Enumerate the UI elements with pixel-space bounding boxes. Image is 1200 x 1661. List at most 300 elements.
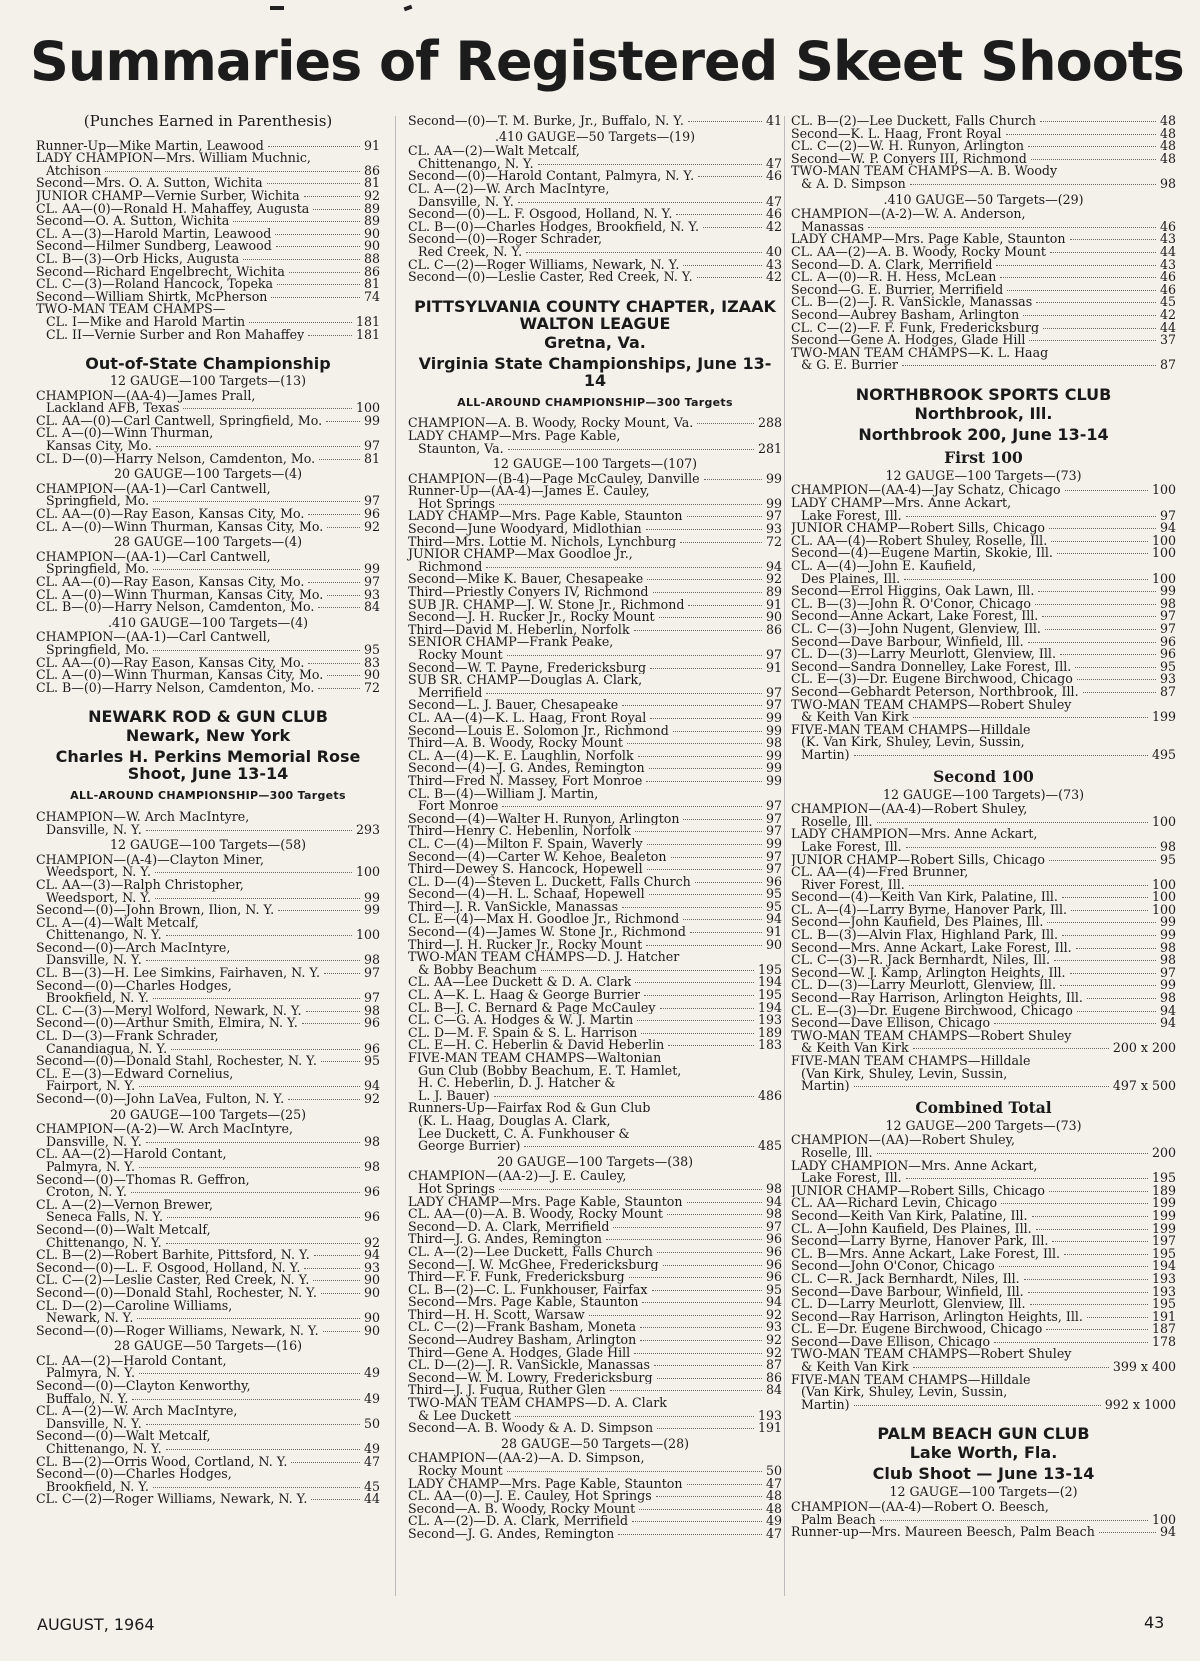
dot-leader xyxy=(146,1424,360,1425)
result-score: 92 xyxy=(363,1091,380,1106)
dot-leader xyxy=(683,265,762,266)
dot-leader xyxy=(131,1192,360,1193)
dot-leader xyxy=(913,1048,1109,1049)
result-score: 195 xyxy=(757,961,782,977)
result-label: CL. A—K. L. Haag & George Burrier xyxy=(408,989,641,1002)
result-score: 97 xyxy=(765,823,782,839)
result-line xyxy=(791,507,1176,523)
text-line: CL. A—(2)—W. Arch MacIntyre, xyxy=(36,1403,238,1419)
text-line: TWO-MAN TEAM CHAMPS—A. B. Woody xyxy=(791,163,1058,179)
dot-leader xyxy=(629,1277,762,1278)
result-line xyxy=(36,992,380,1005)
result-score: 86 xyxy=(765,621,782,637)
result-score: 89 xyxy=(363,200,380,216)
dot-leader xyxy=(137,1318,360,1319)
result-score: 92 xyxy=(765,1306,782,1322)
result-score: 99 xyxy=(765,835,782,851)
result-score: 90 xyxy=(363,238,380,254)
dot-leader xyxy=(635,982,754,983)
result-line xyxy=(36,1274,380,1287)
dot-leader xyxy=(183,408,352,409)
result-line xyxy=(36,601,380,614)
result-label: Weedsport, N. Y. xyxy=(46,866,151,879)
dot-leader xyxy=(155,872,352,873)
result-label: Newark, N. Y. xyxy=(46,1312,134,1325)
result-score: 96 xyxy=(363,1209,380,1225)
result-line xyxy=(791,1235,1176,1248)
text-line: SENIOR CHAMP—Frank Peake, xyxy=(408,634,614,650)
result-line xyxy=(36,563,380,576)
result-line xyxy=(408,495,782,511)
dot-leader xyxy=(687,1202,762,1203)
result-line xyxy=(791,1511,1176,1527)
dot-leader xyxy=(647,869,762,870)
result-line xyxy=(408,926,782,939)
result-score: 44 xyxy=(1159,319,1176,335)
result-score: 99 xyxy=(765,709,782,725)
result-label: Second—G. E. Burrier, Merrifield xyxy=(791,283,1004,297)
result-label: Second—(0)—John Brown, Ilion, N. Y. xyxy=(36,904,275,917)
result-score: 91 xyxy=(765,924,782,940)
result-score: 47 xyxy=(765,193,782,209)
result-line xyxy=(408,1281,782,1297)
dot-leader xyxy=(683,919,762,920)
result-line xyxy=(36,508,380,521)
result-line xyxy=(36,518,380,534)
result-label: Croton, N. Y. xyxy=(46,1186,127,1199)
gauge-heading: 28 GAUGE—50 Targets—(28) xyxy=(500,1435,690,1451)
club-heading: NORTHBROOK SPORTS CLUB xyxy=(855,384,1112,404)
section-heading: Combined Total xyxy=(915,1097,1052,1117)
dot-leader xyxy=(646,945,762,946)
result-score: 96 xyxy=(1159,633,1176,649)
result-label: CL. B—(3)—H. Lee Simkins, Fairhaven, N. Y. xyxy=(36,967,321,980)
result-line xyxy=(36,225,380,241)
result-label: Second—D. A. Clark, Merrifield xyxy=(408,1220,610,1234)
gauge-heading: 12 GAUGE—100 Targets—(13) xyxy=(109,373,307,389)
result-score: 84 xyxy=(363,599,380,615)
result-line xyxy=(791,623,1176,636)
dot-leader xyxy=(538,164,762,165)
all-around-heading: ALL-AROUND CHAMPIONSHIP—300 Targets xyxy=(457,395,733,409)
text-line: Second—(0)—Clayton Kenworthy, xyxy=(36,1378,251,1394)
result-label: Second—(0)—Donald Stahl, Rochester, N. Y. xyxy=(36,1286,317,1300)
result-score: 97 xyxy=(363,493,380,509)
result-line xyxy=(36,679,380,695)
dot-leader xyxy=(507,655,762,656)
result-line xyxy=(791,1526,1176,1539)
result-score: 194 xyxy=(757,999,782,1015)
result-label: Springfield, Mo. xyxy=(46,643,150,657)
result-score: 97 xyxy=(765,798,782,814)
result-label: Second—Hilmer Sundberg, Leawood xyxy=(36,240,272,253)
result-label: CL. AA—(0)—A. B. Woody, Rocky Mount xyxy=(408,1208,663,1221)
result-score: 47 xyxy=(363,1453,380,1469)
result-label: Third—Mrs. Lottie M. Nichols, Lynchburg xyxy=(408,535,677,549)
result-score: 95 xyxy=(363,1053,380,1069)
dot-leader xyxy=(1049,528,1156,529)
dot-leader xyxy=(646,781,762,782)
result-score: 195 xyxy=(1151,1296,1176,1312)
result-label: CL. B—(2)—Lee Duckett, Falls Church xyxy=(791,115,1036,128)
result-line xyxy=(791,891,1176,904)
result-line xyxy=(36,669,380,682)
result-score: 199 xyxy=(1151,709,1176,725)
dot-leader xyxy=(690,932,762,933)
dot-leader xyxy=(267,183,360,184)
result-label: Second—D. A. Clark, Merrifield xyxy=(791,258,993,272)
result-line xyxy=(791,838,1176,854)
dot-leader xyxy=(1024,1279,1148,1280)
dot-leader xyxy=(622,907,762,908)
result-label: Second—W. J. Kamp, Arlington Heights, Ill. xyxy=(791,966,1066,980)
result-label: Second—J. W. McGhee, Fredericksburg xyxy=(408,1258,659,1272)
result-label: Second—June Woodyard, Midlothian xyxy=(408,523,642,536)
result-label: CL. B—(3)—Alvin Flax, Highland Park, Ill. xyxy=(791,929,1059,942)
result-label: & Lee Duckett xyxy=(418,1409,511,1423)
result-label: CL. AA—Richard Levin, Chicago xyxy=(791,1197,998,1210)
result-label: CL. B—(0)—Harry Nelson, Camdenton, Mo. xyxy=(36,681,315,695)
result-score: 97 xyxy=(1159,507,1176,523)
result-label: Second—Ray Harrison, Arlington Heights, Ill. xyxy=(791,1310,1083,1324)
text-line: H. C. Heberlin, D. J. Hatcher & xyxy=(418,1075,616,1091)
result-score: 94 xyxy=(363,1078,380,1094)
result-line xyxy=(36,641,380,657)
dot-leader xyxy=(703,227,762,228)
result-line xyxy=(36,1478,380,1494)
result-label: Second—Gebhardt Peterson, Northbrook, Ill. xyxy=(791,685,1079,699)
result-line xyxy=(408,825,782,838)
result-label: CL. C—(4)—Milton F. Spain, Waverly xyxy=(408,837,643,851)
result-score: 200 xyxy=(1151,1144,1176,1160)
section-heading: Second 100 xyxy=(933,766,1034,786)
dot-leader xyxy=(289,272,360,273)
result-label: CL. C—(2)—Roger Williams, Newark, N. Y. xyxy=(408,258,680,272)
result-score: 191 xyxy=(1151,1308,1176,1324)
result-line xyxy=(36,177,380,190)
result-score: 97 xyxy=(1159,964,1176,980)
result-score: 99 xyxy=(765,772,782,788)
result-score: 195 xyxy=(1151,1245,1176,1261)
result-line xyxy=(408,1180,782,1196)
result-score: 100 xyxy=(1151,1511,1176,1527)
result-score: 187 xyxy=(1151,1321,1176,1337)
result-line xyxy=(36,1312,380,1325)
dot-leader xyxy=(499,1189,762,1190)
result-label: CL. C—(2)—W. H. Runyon, Arlington xyxy=(791,140,1025,153)
result-line xyxy=(408,193,782,209)
dot-leader xyxy=(139,1373,360,1374)
result-line xyxy=(408,1334,782,1347)
result-label: Second—(4)—J. G. Andes, Remington xyxy=(408,762,645,775)
result-label: CL. A—(4)—K. E. Laughlin, Norfolk xyxy=(408,749,634,763)
result-score: 49 xyxy=(363,1390,380,1406)
result-score: 95 xyxy=(765,1281,782,1297)
text-line: Runners-Up—Fairfax Rod & Gun Club xyxy=(408,1100,651,1116)
result-label: Red Creek, N. Y. xyxy=(418,245,523,259)
result-line xyxy=(408,1271,782,1284)
result-label: Third—J. H. Rucker Jr., Rocky Mount xyxy=(408,938,643,952)
result-label: Palmyra, N. Y. xyxy=(46,1367,135,1381)
result-score: 178 xyxy=(1151,1333,1176,1349)
result-score: 100 xyxy=(1151,813,1176,829)
result-label: CL. C—(2)—Leslie Caster, Red Creek, N. Y. xyxy=(36,1274,310,1287)
dot-leader xyxy=(327,595,360,596)
result-label: Manassas xyxy=(801,220,864,234)
text-line: TWO-MAN TEAM CHAMPS—D. A. Clark xyxy=(408,1395,667,1411)
text-line: CL. AA—(4)—Fred Brunner, xyxy=(791,864,969,880)
result-line xyxy=(36,215,380,228)
text-line: CL. A—(4)—Walt Metcalf, xyxy=(36,914,199,930)
result-score: 99 xyxy=(363,561,380,577)
result-label: Second—(0)—John LaVea, Fulton, N. Y. xyxy=(36,1093,285,1106)
dot-leader xyxy=(323,1331,360,1332)
result-score: 98 xyxy=(1159,595,1176,611)
gauge-heading: 12 GAUGE—200 Targets—(73) xyxy=(885,1117,1082,1133)
result-line xyxy=(408,709,782,725)
result-score: 90 xyxy=(765,936,782,952)
result-score: 87 xyxy=(1159,683,1176,699)
result-line xyxy=(791,1172,1176,1185)
result-label: Hot Springs xyxy=(418,1182,496,1196)
result-score: 41 xyxy=(765,113,782,128)
result-label: CL. AA—(0)—Ronald H. Mahaffey, Augusta xyxy=(36,202,310,216)
result-label: Martin) xyxy=(801,1080,850,1093)
result-label: Richmond xyxy=(418,560,483,574)
dot-leader xyxy=(306,1011,360,1012)
result-line xyxy=(791,125,1176,141)
result-label: CL. A—(2)—D. A. Clark, Merrifield xyxy=(408,1515,629,1528)
dot-leader xyxy=(1028,1292,1148,1293)
result-label: Second—O. A. Sutton, Wichita xyxy=(36,215,230,228)
result-line xyxy=(408,1208,782,1221)
result-label: Second—Audrey Basham, Arlington xyxy=(408,1334,637,1347)
result-line xyxy=(408,573,782,586)
dot-leader xyxy=(319,459,360,460)
result-label: CL. AA—(4)—Robert Shuley, Roselle, Ill. xyxy=(791,534,1048,548)
result-score: 189 xyxy=(1151,1182,1176,1198)
column-1 xyxy=(36,112,380,1507)
result-score: 81 xyxy=(363,175,380,191)
result-line xyxy=(791,271,1176,284)
result-line xyxy=(791,954,1176,967)
result-score: 46 xyxy=(1159,281,1176,297)
result-label: CL. A—(4)—Larry Byrne, Hanover Park, Ill. xyxy=(791,903,1067,917)
result-line xyxy=(36,313,380,329)
result-label: Second—Ray Harrison, Arlington Heights, Ill. xyxy=(791,992,1083,1005)
result-label: CL. A—(0)—Winn Thurman, Kansas City, Mo. xyxy=(36,588,324,602)
dot-leader xyxy=(880,1520,1148,1521)
text-line: Second—(0)—Charles Hodges, xyxy=(36,977,232,993)
dot-leader xyxy=(1046,1329,1148,1330)
dot-leader xyxy=(906,1178,1148,1179)
club-heading: NEWARK ROD & GUN CLUB xyxy=(88,707,328,727)
result-label: CHAMPION—A. B. Woody, Rocky Mount, Va. xyxy=(408,417,694,430)
result-line xyxy=(36,187,380,203)
result-label: River Forest, Ill. xyxy=(801,878,905,892)
result-label: Second—A. B. Woody & A. D. Simpson xyxy=(408,1422,654,1435)
result-line xyxy=(791,218,1176,234)
result-line xyxy=(36,250,380,266)
result-label: JUNIOR CHAMP—Vernie Surber, Wichita xyxy=(36,189,300,203)
dot-leader xyxy=(1071,910,1148,911)
club-heading: PITTSYLVANIA COUNTY CHAPTER, IZAAK WALTON LEAGUE xyxy=(414,296,776,333)
result-label: SUB JR. CHAMP—J. W. Stone Jr., Richmond xyxy=(408,598,685,612)
result-score: 94 xyxy=(765,1294,782,1310)
result-label: Second—Larry Byrne, Hanover Park, Ill. xyxy=(791,1235,1049,1248)
result-score: 194 xyxy=(1151,1258,1176,1274)
result-label: Third—J. G. Andes, Remington xyxy=(408,1233,602,1246)
result-line xyxy=(36,1234,380,1250)
gauge-heading: 12 GAUGE—100 Targets—(107) xyxy=(492,456,698,472)
dot-leader xyxy=(486,693,762,694)
result-score: 98 xyxy=(765,1206,782,1222)
dot-leader xyxy=(327,527,360,528)
dot-leader xyxy=(646,529,762,530)
result-label: CL. A—(0)—Winn Thurman, Kansas City, Mo. xyxy=(36,520,324,534)
result-label: Second—Gene A. Hodges, Glade Hill xyxy=(791,334,1026,347)
result-score: 288 xyxy=(757,415,782,431)
result-score: 96 xyxy=(363,1040,380,1056)
result-line xyxy=(791,1207,1176,1223)
dot-leader xyxy=(1077,679,1156,680)
club-location: Northbrook, Ill. xyxy=(914,403,1053,423)
dot-leader xyxy=(507,1471,762,1472)
result-label: Third—H. H. Scott, Warsaw xyxy=(408,1308,585,1322)
result-line xyxy=(408,115,782,128)
result-label: Dansville, N. Y. xyxy=(418,195,514,209)
result-score: 96 xyxy=(765,1243,782,1259)
club-location: Gretna, Va. xyxy=(544,332,646,352)
result-label: CL. E—Dr. Eugene Birchwood, Chicago xyxy=(791,1323,1043,1336)
dot-leader xyxy=(1036,302,1156,303)
result-label: Second—(4)—Carter W. Kehoe, Bealeton xyxy=(408,850,667,864)
result-score: 74 xyxy=(363,288,380,304)
dot-leader xyxy=(146,960,360,961)
result-score: 181 xyxy=(355,326,380,342)
result-line xyxy=(408,243,782,259)
dot-leader xyxy=(657,1428,754,1429)
result-score: 495 xyxy=(1151,746,1176,762)
result-label: & Keith Van Kirk xyxy=(801,1361,909,1374)
result-line xyxy=(408,271,782,284)
dot-leader xyxy=(155,898,360,899)
column-divider xyxy=(395,116,396,1596)
dot-leader xyxy=(1062,935,1156,936)
dot-leader xyxy=(268,146,360,147)
dot-leader xyxy=(146,830,352,831)
dot-leader xyxy=(877,1153,1148,1154)
result-label: CL. B—(2)—Robert Barhite, Pittsford, N. Y. xyxy=(36,1249,310,1262)
result-label: Second—(4)—Walter H. Runyon, Arlington xyxy=(408,812,680,826)
result-label: JUNIOR CHAMP—Robert Sills, Chicago xyxy=(791,1184,1045,1198)
text-line: CL. A—(2)—Vernon Brewer, xyxy=(36,1196,213,1212)
result-label: LADY CHAMP—Mrs. Page Kable, Staunton xyxy=(791,233,1066,246)
result-line xyxy=(408,1296,782,1309)
result-score: 84 xyxy=(765,1382,782,1398)
result-score: 191 xyxy=(757,1420,782,1436)
section-heading: First 100 xyxy=(944,447,1023,467)
dot-leader xyxy=(1070,973,1156,974)
text-line: CHAMPION—(AA-2)—A. D. Simpson, xyxy=(408,1450,645,1466)
result-score: 49 xyxy=(363,1365,380,1381)
text-line: TWO-MAN TEAM CHAMPS—K. L. Haag xyxy=(791,344,1049,360)
result-line xyxy=(791,1283,1176,1299)
result-label: Lake Forest, Ill. xyxy=(801,509,902,523)
dot-leader xyxy=(649,768,762,769)
dot-leader xyxy=(146,1142,360,1143)
dot-leader xyxy=(877,822,1148,823)
result-line xyxy=(408,586,782,599)
dot-leader xyxy=(308,663,360,664)
result-score: 93 xyxy=(363,586,380,602)
text-line: (K. Van Kirk, Shuley, Levin, Sussin, xyxy=(801,734,1025,750)
result-label: CL. AA—Lee Duckett & D. A. Clark xyxy=(408,976,632,990)
dot-leader xyxy=(1043,328,1156,329)
event-heading: Northbrook 200, June 13-14 xyxy=(858,424,1109,444)
result-score: 95 xyxy=(1159,851,1176,867)
dot-leader xyxy=(153,501,360,502)
dot-leader xyxy=(1029,340,1156,341)
result-score: 94 xyxy=(363,1247,380,1263)
result-line xyxy=(36,326,380,342)
result-score: 100 xyxy=(1151,889,1176,905)
dot-leader xyxy=(854,1086,1109,1087)
gauge-heading: .410 GAUGE—50 Targets—(29) xyxy=(883,191,1084,207)
text-line: FIVE-MAN TEAM CHAMPS—Waltonian xyxy=(408,1050,662,1065)
gauge-heading: 12 GAUGE—100 Targets—(58) xyxy=(109,837,307,853)
result-label: Third—J. J. Fuqua, Ruther Glen xyxy=(408,1384,606,1398)
result-score: 48 xyxy=(765,1488,782,1504)
result-line xyxy=(408,1369,782,1385)
result-score: 97 xyxy=(765,1218,782,1234)
result-score: 93 xyxy=(363,1259,380,1275)
text-line: Runner-Up—(AA-4)—James E. Cauley, xyxy=(408,483,650,499)
gauge-heading: 20 GAUGE—100 Targets—(38) xyxy=(496,1153,694,1169)
result-line xyxy=(36,263,380,279)
result-score: 94 xyxy=(1159,1524,1176,1540)
dot-leader xyxy=(304,1268,360,1269)
result-label: CL. C—(2)—Frank Basham, Moneta xyxy=(408,1321,637,1335)
dot-leader xyxy=(308,335,352,336)
result-score: 99 xyxy=(363,412,380,428)
dot-leader xyxy=(676,214,762,215)
dot-leader xyxy=(637,1020,754,1021)
dot-leader xyxy=(868,227,1156,228)
result-label: Second—(4)—Keith Van Kirk, Palatine, Ill. xyxy=(791,891,1058,904)
dot-leader xyxy=(499,504,762,505)
result-score: 37 xyxy=(1159,332,1176,348)
result-score: 48 xyxy=(1159,150,1176,166)
dot-leader xyxy=(673,731,762,732)
dot-leader xyxy=(667,1214,762,1215)
result-label: CL. B—(3)—Orb Hicks, Augusta xyxy=(36,252,240,266)
event-heading: Club Shoot — June 13-14 xyxy=(872,1464,1095,1484)
dot-leader xyxy=(153,569,360,570)
text-line: Second—(0)—Charles Hodges, xyxy=(36,1466,232,1482)
result-score: 94 xyxy=(765,558,782,574)
result-label: Second—A. B. Woody, Rocky Mount xyxy=(408,1502,636,1516)
dot-leader xyxy=(649,894,762,895)
result-score: 97 xyxy=(765,508,782,524)
result-score: 100 xyxy=(1151,545,1176,561)
result-line xyxy=(791,648,1176,661)
dot-leader xyxy=(508,449,754,450)
dot-leader xyxy=(683,819,762,820)
result-label: CL. A—(0)—R. H. Hess, McLean xyxy=(791,271,997,284)
event-heading: Virginia State Championships, June 13-14 xyxy=(418,353,772,390)
result-score: 99 xyxy=(363,902,380,918)
